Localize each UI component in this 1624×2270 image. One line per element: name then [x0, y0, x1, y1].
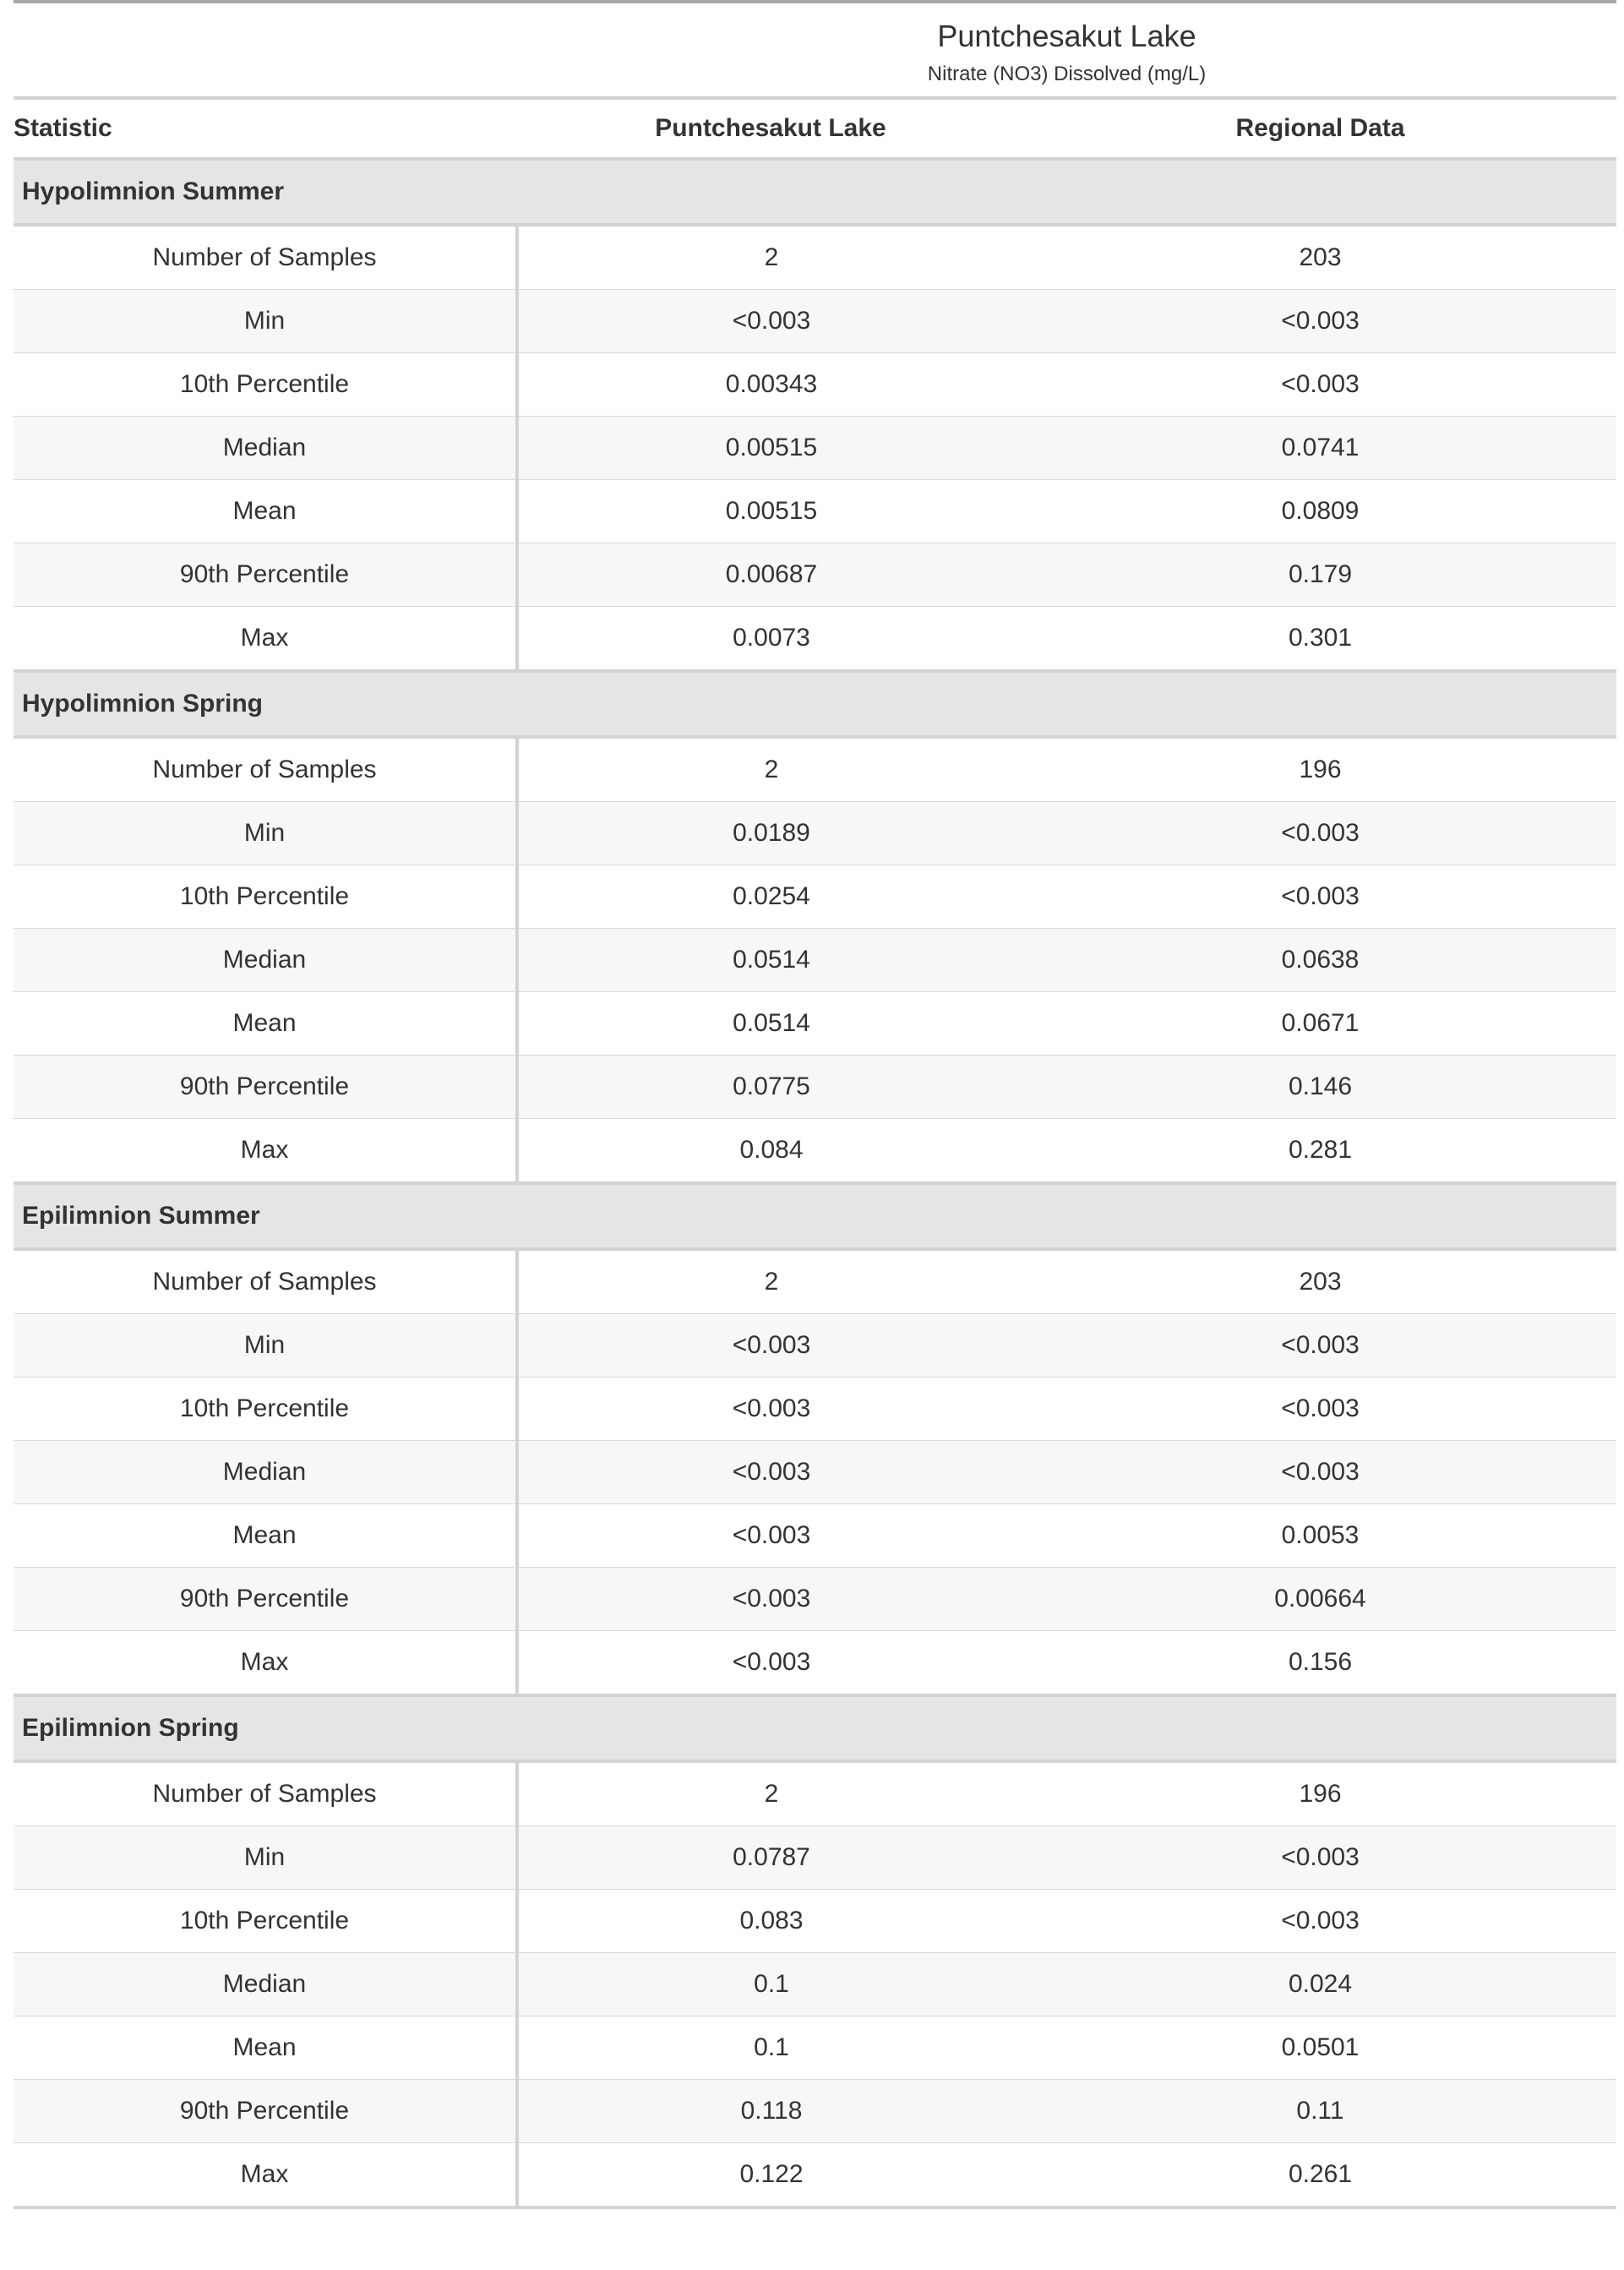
regional-value-cell: <0.003	[1024, 802, 1616, 865]
table-row	[14, 1056, 1616, 1119]
title-row	[14, 2, 1616, 54]
table-row	[14, 290, 1616, 353]
regional-value-cell: 196	[1299, 1780, 1342, 1808]
statistic-cell: Number of Samples	[14, 225, 517, 290]
statistic-cell: Min	[14, 1826, 517, 1890]
lake-value-cell: 0.00343	[517, 353, 1024, 417]
lake-value-cell: <0.003	[517, 1378, 1024, 1441]
regional-value-cell: <0.003	[1024, 1378, 1616, 1441]
lake-value-cell: 0.1	[517, 1953, 1024, 2016]
lake-value-cell: 0.0775	[517, 1056, 1024, 1119]
table-row	[14, 2143, 1616, 2208]
table-row	[14, 1119, 1616, 1184]
regional-value-cell: 0.261	[1024, 2143, 1616, 2208]
statistic-cell: Max	[14, 607, 517, 672]
lake-value-cell: <0.003	[517, 1441, 1024, 1504]
group-row	[14, 1183, 1616, 1249]
regional-value-cell: 0.0809	[1024, 480, 1616, 543]
table-row	[14, 2016, 1616, 2080]
regional-value-cell: <0.003	[1024, 1890, 1616, 1953]
statistic-cell: Mean	[14, 1504, 517, 1568]
lake-value-cell: 0.1	[517, 2016, 1024, 2080]
statistic-cell: Max	[14, 2143, 517, 2208]
lake-value-cell: <0.003	[517, 1568, 1024, 1631]
table-row	[14, 353, 1616, 417]
statistic-cell: 10th Percentile	[14, 353, 517, 417]
statistic-cell: 10th Percentile	[14, 1378, 517, 1441]
column-header-regional: Regional Data	[1024, 98, 1616, 159]
statistic-cell: Number of Samples	[14, 1249, 517, 1314]
column-header-row	[14, 98, 1616, 159]
column-header-statistic: Statistic	[14, 98, 517, 159]
table-row	[14, 1631, 1616, 1696]
table-row	[14, 1568, 1616, 1631]
regional-value-cell: 0.0638	[1024, 929, 1616, 992]
table-row	[14, 1953, 1616, 2016]
group-row	[14, 1695, 1616, 1761]
regional-value-cell: <0.003	[1024, 1826, 1616, 1890]
lake-value-cell: 0.0254	[517, 865, 1024, 929]
regional-value-cell: 0.024	[1024, 1953, 1616, 2016]
statistic-cell: 10th Percentile	[14, 865, 517, 929]
lake-value-cell: 0.084	[517, 1119, 1024, 1184]
statistic-cell: Mean	[14, 2016, 517, 2080]
statistic-cell: 90th Percentile	[14, 2080, 517, 2143]
statistic-cell: Median	[14, 1953, 517, 2016]
lake-value-cell: <0.003	[517, 1314, 1024, 1378]
statistic-cell: Mean	[14, 992, 517, 1056]
regional-value-cell: 0.146	[1024, 1056, 1616, 1119]
group-row	[14, 159, 1616, 225]
table-row	[14, 802, 1616, 865]
statistic-cell: Median	[14, 417, 517, 480]
regional-value-cell: 0.00664	[1024, 1568, 1616, 1631]
lake-value-cell: 0.00515	[517, 480, 1024, 543]
table-row	[14, 1441, 1616, 1504]
subtitle-row	[14, 54, 1616, 98]
table-header	[14, 2, 1616, 159]
regional-value-cell: 196	[1299, 756, 1342, 783]
table-row	[14, 865, 1616, 929]
statistic-cell: 90th Percentile	[14, 1056, 517, 1119]
statistic-cell: Max	[14, 1631, 517, 1696]
lake-value-cell: 0.0514	[517, 929, 1024, 992]
regional-value-cell: <0.003	[1024, 290, 1616, 353]
lake-value-cell: 2	[764, 1268, 779, 1296]
regional-value-cell: 0.0053	[1024, 1504, 1616, 1568]
table-row	[14, 1504, 1616, 1568]
regional-value-cell: 203	[1299, 1268, 1342, 1296]
column-header-lake: Puntchesakut Lake	[517, 98, 1024, 159]
lake-value-cell: 0.0514	[517, 992, 1024, 1056]
statistic-cell: 90th Percentile	[14, 543, 517, 607]
table-subtitle: Nitrate (NO3) Dissolved (mg/L)	[517, 54, 1616, 98]
lake-value-cell: 0.0189	[517, 802, 1024, 865]
statistic-cell: Number of Samples	[14, 737, 517, 802]
lake-value-cell: 0.122	[517, 2143, 1024, 2208]
group-label: Hypolimnion Summer	[14, 159, 1616, 225]
table-row	[14, 543, 1616, 607]
table-row	[14, 2080, 1616, 2143]
stats-table	[14, 0, 1616, 2209]
table-row	[14, 1378, 1616, 1441]
stats-table-container	[14, 0, 1616, 2209]
table-row	[14, 992, 1616, 1056]
regional-value-cell: <0.003	[1024, 1441, 1616, 1504]
regional-value-cell: 0.0501	[1024, 2016, 1616, 2080]
regional-value-cell: 203	[1299, 243, 1342, 271]
statistic-cell: Min	[14, 1314, 517, 1378]
lake-value-cell: <0.003	[517, 1504, 1024, 1568]
table-row	[14, 480, 1616, 543]
table-row	[14, 1761, 1616, 1826]
group-label: Epilimnion Summer	[14, 1183, 1616, 1249]
table-title: Puntchesakut Lake	[937, 19, 1196, 53]
lake-value-cell: 0.118	[517, 2080, 1024, 2143]
title-cell	[517, 2, 1616, 54]
regional-value-cell: <0.003	[1024, 1314, 1616, 1378]
statistic-cell: Median	[14, 929, 517, 992]
statistic-cell: 90th Percentile	[14, 1568, 517, 1631]
lake-value-cell: 0.00515	[517, 417, 1024, 480]
lake-value-cell: 0.0787	[517, 1826, 1024, 1890]
table-row	[14, 1890, 1616, 1953]
statistic-cell: Max	[14, 1119, 517, 1184]
lake-value-cell: 2	[764, 243, 779, 271]
table-row	[14, 929, 1616, 992]
lake-value-cell: 2	[764, 756, 779, 783]
regional-value-cell: 0.11	[1024, 2080, 1616, 2143]
table-row	[14, 737, 1616, 802]
table-row	[14, 1826, 1616, 1890]
regional-value-cell: 0.0671	[1024, 992, 1616, 1056]
regional-value-cell: 0.0741	[1024, 417, 1616, 480]
table-row	[14, 607, 1616, 672]
group-label: Epilimnion Spring	[14, 1695, 1616, 1761]
statistic-cell: Min	[14, 802, 517, 865]
group-row	[14, 671, 1616, 737]
regional-value-cell: <0.003	[1024, 353, 1616, 417]
regional-value-cell: <0.003	[1024, 865, 1616, 929]
lake-value-cell: 0.083	[517, 1890, 1024, 1953]
table-body	[14, 159, 1616, 2207]
statistic-cell: Median	[14, 1441, 517, 1504]
statistic-cell: Min	[14, 290, 517, 353]
lake-value-cell: <0.003	[517, 1631, 1024, 1696]
lake-value-cell: 0.00687	[517, 543, 1024, 607]
lake-value-cell: <0.003	[517, 290, 1024, 353]
regional-value-cell: 0.156	[1024, 1631, 1616, 1696]
regional-value-cell: 0.301	[1024, 607, 1616, 672]
table-row	[14, 417, 1616, 480]
statistic-cell: Mean	[14, 480, 517, 543]
lake-value-cell: 0.0073	[517, 607, 1024, 672]
regional-value-cell: 0.179	[1024, 543, 1616, 607]
table-row	[14, 1249, 1616, 1314]
regional-value-cell: 0.281	[1024, 1119, 1616, 1184]
table-row	[14, 1314, 1616, 1378]
statistic-cell: Number of Samples	[14, 1761, 517, 1826]
lake-value-cell: 2	[764, 1780, 779, 1808]
statistic-cell: 10th Percentile	[14, 1890, 517, 1953]
group-label: Hypolimnion Spring	[14, 671, 1616, 737]
table-row	[14, 225, 1616, 290]
